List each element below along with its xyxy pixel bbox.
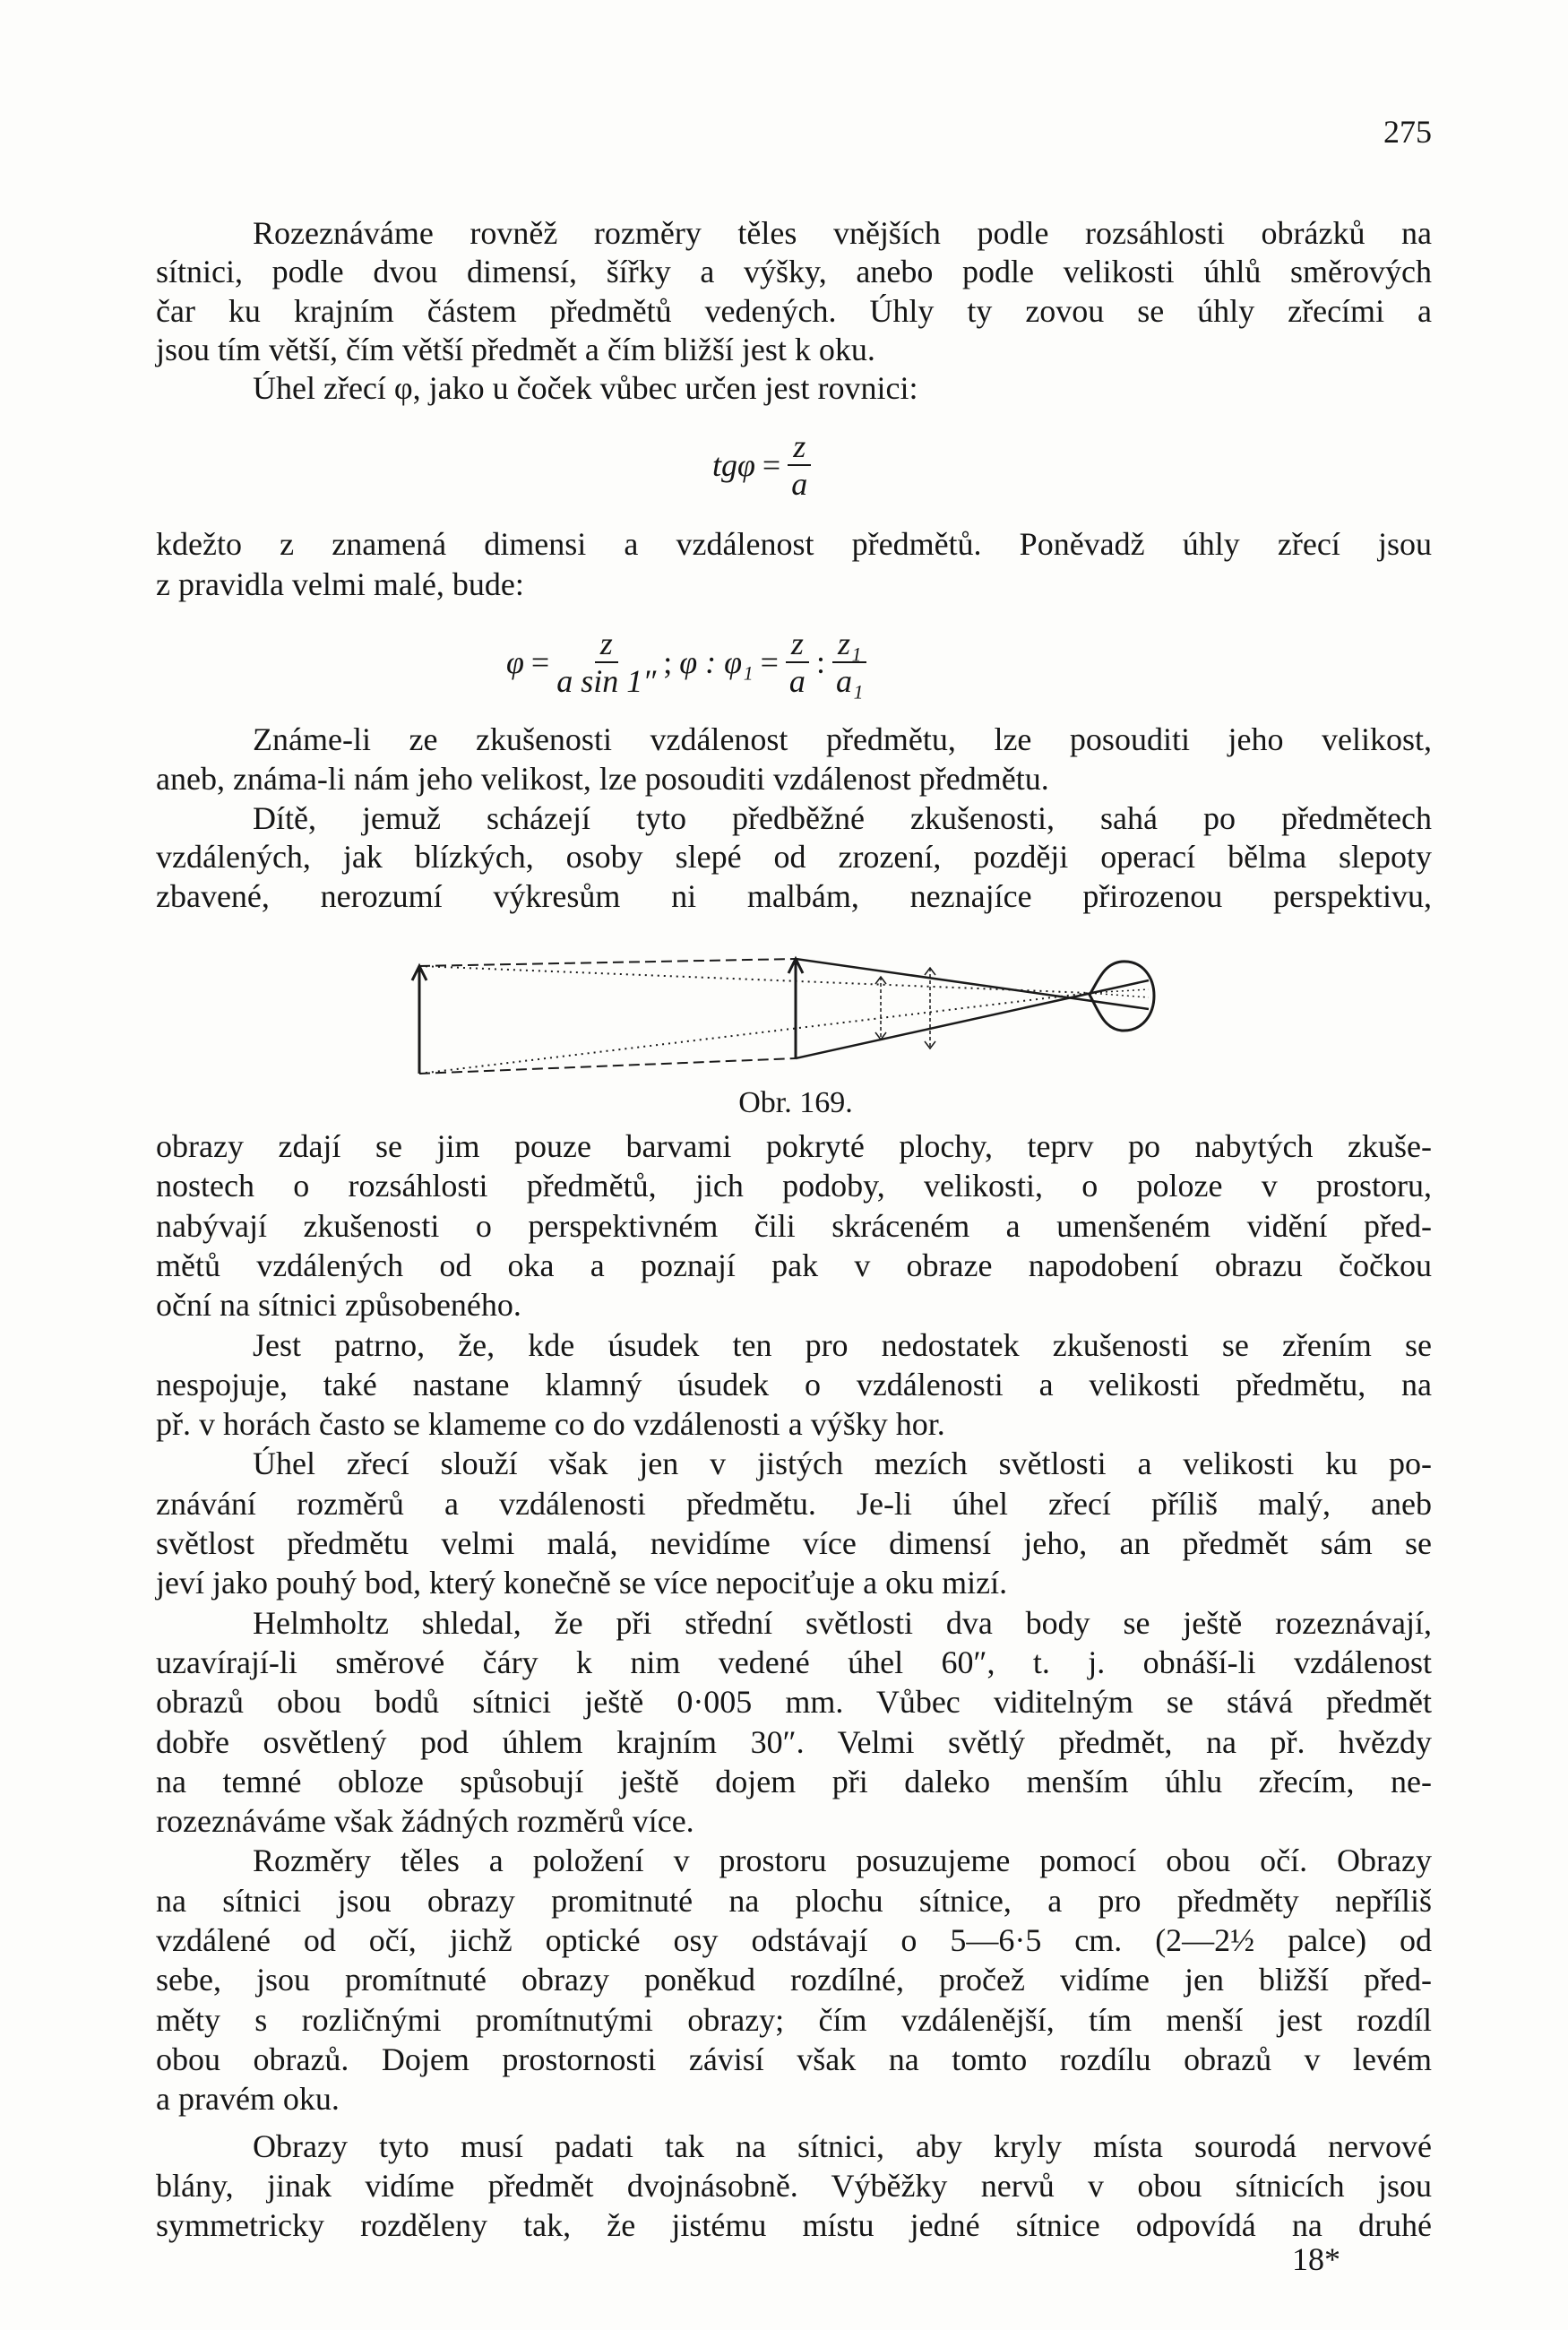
far-object-arrow bbox=[412, 966, 426, 1074]
formula-ratio-lhs: φ : φ₁ bbox=[679, 644, 754, 680]
denominator: a₁ bbox=[835, 663, 864, 699]
text-line: obou obrazů. Dojem prostornosti závisí však na tomto rozdílu obrazů v levém bbox=[156, 2041, 1432, 2077]
text-line: a pravém oku. bbox=[156, 2081, 340, 2118]
formula-equals: = bbox=[762, 447, 781, 483]
near-object-arrow bbox=[788, 959, 803, 1058]
text-line: sebe, jsou promítnuté obrazy poněkud rozdílné, pročež vidíme jen bližší před- bbox=[156, 1962, 1432, 1998]
dotted-ray-top bbox=[419, 966, 1090, 993]
denominator: a bbox=[788, 663, 806, 699]
text-line: Dítě, jemuž scházejí tyto předběžné zkušenosti, sahá po předmětech bbox=[253, 799, 1432, 836]
text-line: jsou tím větší, čím větší předmět a čím bližší jest k oku. bbox=[156, 331, 875, 367]
text-line: Úhel zřecí φ, jako u čoček vůbec určen jest rovnici: bbox=[253, 370, 918, 407]
text-line: vzdálené od očí, jichž optické osy odstávají o 5—6·5 cm. (2—2½ palce) od bbox=[156, 1922, 1432, 1958]
text-line: na sítnici jsou obrazy promitnuté na plochu sítnice, a pro předměty nepříliš bbox=[156, 1882, 1432, 1919]
page-number: 275 bbox=[1383, 114, 1432, 150]
dashed-top-line bbox=[419, 959, 796, 966]
formula-colon: : bbox=[815, 644, 825, 680]
formula-separator: ; bbox=[663, 644, 673, 680]
text-line: jeví jako pouhý bod, který konečně se více nepociťuje a oku mizí. bbox=[156, 1565, 1008, 1601]
text-line: znávání rozměrů a vzdálenosti předmětu. Je-li úhel zřecí příliš malý, aneb bbox=[156, 1485, 1432, 1522]
text-line: vzdálených, jak blízkých, osoby slepé od zrození, později operací bělma slepoty bbox=[156, 839, 1432, 876]
text-line: oční na sítnici způsobeného. bbox=[156, 1287, 521, 1324]
text-line: dobře osvětlený pod úhlem krajním 30″. Velmi světlý předmět, na př. hvězdy bbox=[156, 1723, 1432, 1760]
text-line: aneb, známa-li nám jeho velikost, lze posouditi vzdálenost předmětu. bbox=[156, 760, 1049, 797]
text-line: Rozměry těles a položení v prostoru posuzujeme pomocí obou očí. Obrazy bbox=[253, 1842, 1432, 1879]
figure-visual-angle-diagram bbox=[0, 0, 1568, 1129]
numerator: z bbox=[788, 428, 811, 466]
text-line: Známe-li ze zkušenosti vzdálenost předmětu, lze posouditi jeho velikost, bbox=[253, 721, 1432, 757]
text-line: obrazů obou bodů sítnici ještě 0·005 mm. Vůbec viditelným se stává předmět bbox=[156, 1684, 1432, 1721]
text-line: sítnici, podle dvou dimensí, šířky a výšky, anebo podle velikosti úhlů směrových bbox=[156, 254, 1432, 290]
denominator: a sin 1″ bbox=[556, 663, 657, 699]
text-line: Obrazy tyto musí padati tak na sítnici, aby kryly místa sourodá nervové bbox=[253, 2127, 1432, 2164]
text-line: Úhel zřecí slouží však jen v jistých mezích světlosti a velikosti ku po- bbox=[253, 1445, 1432, 1482]
text-line: zbavené, nerozumí výkresům ni malbám, neznajíce přirozenou perspektivu, bbox=[156, 878, 1432, 915]
formula-equals: = bbox=[760, 644, 779, 680]
text-line: čar ku krajním částem předmětů vedených. Úhly ty zovou se úhly zřecími a bbox=[156, 292, 1432, 329]
text-line: Jest patrno, že, kde úsudek ten pro nedostatek zkušenosti se zřením se bbox=[253, 1326, 1432, 1363]
text-line: nostech o rozsáhlosti předmětů, jich podoby, velikosti, o poloze v prostoru, bbox=[156, 1168, 1432, 1204]
formula-equals: = bbox=[530, 644, 550, 680]
text-line: kdežto z znamená dimensi a vzdálenost předmětů. Poněvadž úhly zřecí jsou bbox=[156, 526, 1432, 562]
formula-lhs: φ bbox=[506, 644, 524, 680]
text-line: obrazy zdají se jim pouze barvami pokryté plochy, teprv po nabytých zkuše- bbox=[156, 1128, 1432, 1164]
numerator: z₁ bbox=[832, 626, 867, 663]
large-angle-double-arrow bbox=[925, 968, 935, 1048]
figure-caption: Obr. 169. bbox=[738, 1086, 853, 1119]
text-line: rozeznáváme však žádných rozměrů více. bbox=[156, 1803, 694, 1840]
numerator: z bbox=[595, 626, 618, 663]
denominator: a bbox=[791, 466, 808, 502]
text-line: světlost předmětu velmi malá, nevidíme více dimensí jeho, an předmět sám se bbox=[156, 1525, 1432, 1561]
small-angle-double-arrow bbox=[875, 977, 886, 1040]
text-line: z pravidla velmi malé, bude: bbox=[156, 565, 524, 602]
text-line: Rozeznáváme rovněž rozměry těles vnějších podle rozsáhlosti obrázků na bbox=[253, 215, 1432, 251]
dotted-ray-bottom bbox=[419, 993, 1090, 1074]
text-line: Helmholtz shledal, že při střední světlosti dva body se ještě rozeznávají, bbox=[253, 1604, 1432, 1641]
signature-mark: 18* bbox=[1292, 2241, 1340, 2277]
formula-lhs: tgφ bbox=[712, 447, 755, 483]
text-line: nabývají zkušenosti o perspektivném čili skráceném a umenšeném vidění před- bbox=[156, 1207, 1432, 1244]
text-line: blány, jinak vidíme předmět dvojnásobně. Výběžky nervů v obou sítnicích jsou bbox=[156, 2167, 1432, 2204]
text-line: na temné obloze spůsobují ještě dojem při daleko menším úhlu zřecím, ne- bbox=[156, 1763, 1432, 1799]
text-line: uzavírají-li směrové čáry k nim vedené úhel 60″, t. j. obnáší-li vzdálenost bbox=[156, 1644, 1432, 1680]
text-line: mětů vzdálených od oka a poznají pak v obraze napodobení obrazu čočkou bbox=[156, 1247, 1432, 1283]
text-line: nespojuje, také nastane klamný úsudek o vzdálenosti a velikosti předmětu, na bbox=[156, 1366, 1432, 1402]
text-line: měty s rozličnými promítnutými obrazy; čím vzdálenější, tím menší jest rozdíl bbox=[156, 2001, 1432, 2038]
text-line: př. v horách často se klameme co do vzdálenosti a výšky hor. bbox=[156, 1406, 945, 1443]
numerator: z bbox=[786, 626, 809, 663]
dotted-ray-retina-top bbox=[1090, 993, 1149, 997]
text-line: symmetricky rozděleny tak, že jistému místu jedné sítnice odpovídá na druhé bbox=[156, 2207, 1432, 2244]
